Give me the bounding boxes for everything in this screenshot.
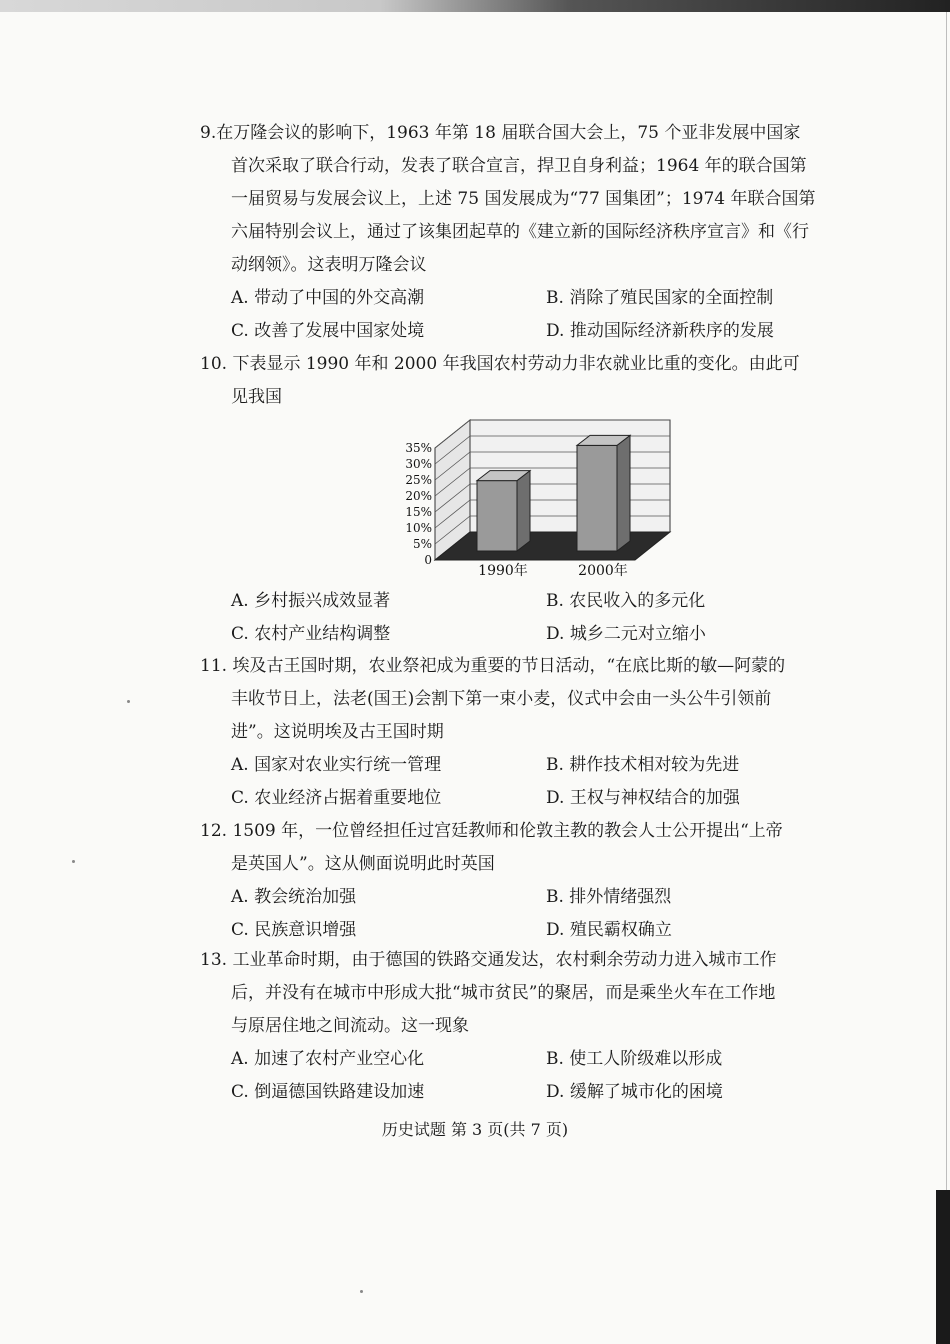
bar-side [617, 435, 630, 551]
option-row [200, 315, 850, 348]
option-d[interactable]: D. 缓解了城市化的困境 [546, 1082, 723, 1102]
option-row [200, 585, 850, 618]
question-11 [200, 650, 850, 815]
bar-2000年 [577, 435, 630, 551]
option-row [200, 782, 850, 815]
option-d[interactable]: D. 推动国际经济新秩序的发展 [546, 321, 774, 341]
y-tick-label: 0 [424, 553, 432, 567]
question-10 [200, 348, 850, 414]
option-c[interactable]: C. 民族意识增强 [231, 920, 357, 940]
question-9 [200, 117, 850, 348]
option-d[interactable]: D. 王权与神权结合的加强 [546, 788, 740, 808]
option-a[interactable]: A. 带动了中国的外交高潮 [231, 288, 425, 308]
option-c[interactable]: C. 改善了发展中国家处境 [231, 321, 425, 341]
page-footer: 历史试题 第 3 页(共 7 页) [381, 1120, 569, 1139]
question-12 [200, 815, 850, 947]
option-row [200, 1043, 850, 1076]
y-tick-label: 35% [405, 441, 432, 455]
question-stem-line: 见我国 [231, 387, 282, 407]
option-c[interactable]: C. 农村产业结构调整 [231, 624, 391, 644]
bar-front [477, 481, 517, 551]
bar-side [517, 471, 530, 551]
question-stem-line: 丰收节日上，法老(国王)会割下第一束小麦，仪式中会由一头公牛引领前 [231, 689, 772, 709]
question-stem-line: 一届贸易与发展会议上，上述 75 国发展成为“77 国集团”；1974 年联合国第 [231, 189, 816, 209]
scan-speck [127, 700, 130, 703]
y-tick-label: 20% [405, 489, 432, 503]
option-a[interactable]: A. 乡村振兴成效显著 [231, 591, 391, 611]
scan-speck [360, 1290, 363, 1293]
option-row [200, 914, 850, 947]
question-stem-line: 动纲领》。这表明万隆会议 [231, 255, 427, 275]
question-stem-line: 与原居住地之间流动。这一现象 [231, 1016, 469, 1036]
y-tick-label: 15% [405, 505, 432, 519]
option-row [200, 1076, 850, 1109]
option-a[interactable]: A. 国家对农业实行统一管理 [231, 755, 442, 775]
question-stem-line: 10. 下表显示 1990 年和 2000 年我国农村劳动力非农就业比重的变化。由此可 [200, 354, 800, 374]
question-stem-line: 13. 工业革命时期，由于德国的铁路交通发达，农村剩余劳动力进入城市工作 [200, 950, 777, 970]
option-b[interactable]: B. 耕作技术相对较为先进 [546, 755, 740, 775]
question-10-options [200, 585, 850, 651]
option-row [200, 749, 850, 782]
option-c[interactable]: C. 倒逼德国铁路建设加速 [231, 1082, 425, 1102]
question-stem-line: 11. 埃及古王国时期，农业祭祀成为重要的节日活动，“在底比斯的敏—阿蒙的 [200, 656, 786, 676]
option-b[interactable]: B. 消除了殖民国家的全面控制 [546, 288, 774, 308]
y-tick-label: 5% [412, 537, 432, 551]
option-a[interactable]: A. 教会统治加强 [231, 887, 357, 907]
scan-top-band [0, 0, 950, 12]
option-d[interactable]: D. 殖民霸权确立 [546, 920, 672, 940]
bar-1990年 [477, 471, 530, 551]
option-d[interactable]: D. 城乡二元对立缩小 [546, 624, 706, 644]
y-tick-label: 30% [405, 457, 432, 471]
question-stem-line: 是英国人”。这从侧面说明此时英国 [231, 854, 495, 874]
question-13 [200, 944, 850, 1109]
question-stem-line: 六届特别会议上，通过了该集团起草的《建立新的国际经济秩序宣言》和《行 [231, 222, 809, 242]
scan-right-bar [936, 1190, 950, 1344]
question-stem-line: 进”。这说明埃及古王国时期 [231, 722, 444, 742]
y-tick-label: 10% [405, 521, 432, 535]
scan-speck [72, 860, 75, 863]
option-row [200, 282, 850, 315]
question-stem-line: 9.在万隆会议的影响下，1963 年第 18 届联合国大会上，75 个亚非发展中国家 [200, 123, 801, 143]
option-row [200, 618, 850, 651]
option-b[interactable]: B. 排外情绪强烈 [546, 887, 672, 907]
x-tick-label: 1990年 [478, 563, 528, 579]
option-a[interactable]: A. 加速了农村产业空心化 [231, 1049, 425, 1069]
x-tick-label: 2000年 [578, 563, 628, 579]
question-stem-line: 首次采取了联合行动，发表了联合宣言，捍卫自身利益；1964 年的联合国第 [231, 156, 807, 176]
bar-front [577, 445, 617, 551]
option-row [200, 881, 850, 914]
question-stem-line: 12. 1509 年，一位曾经担任过宫廷教师和伦敦主教的教会人士公开提出“上帝 [200, 821, 783, 841]
option-b[interactable]: B. 农民收入的多元化 [546, 591, 706, 611]
scan-edge-line [946, 12, 947, 1192]
chart-floor [435, 532, 670, 560]
y-tick-label: 25% [405, 473, 432, 487]
bar-chart [385, 412, 685, 590]
option-b[interactable]: B. 使工人阶级难以形成 [546, 1049, 723, 1069]
question-stem-line: 后，并没有在城市中形成大批“城市贫民”的聚居，而是乘坐火车在工作地 [231, 983, 776, 1003]
option-c[interactable]: C. 农业经济占据着重要地位 [231, 788, 442, 808]
